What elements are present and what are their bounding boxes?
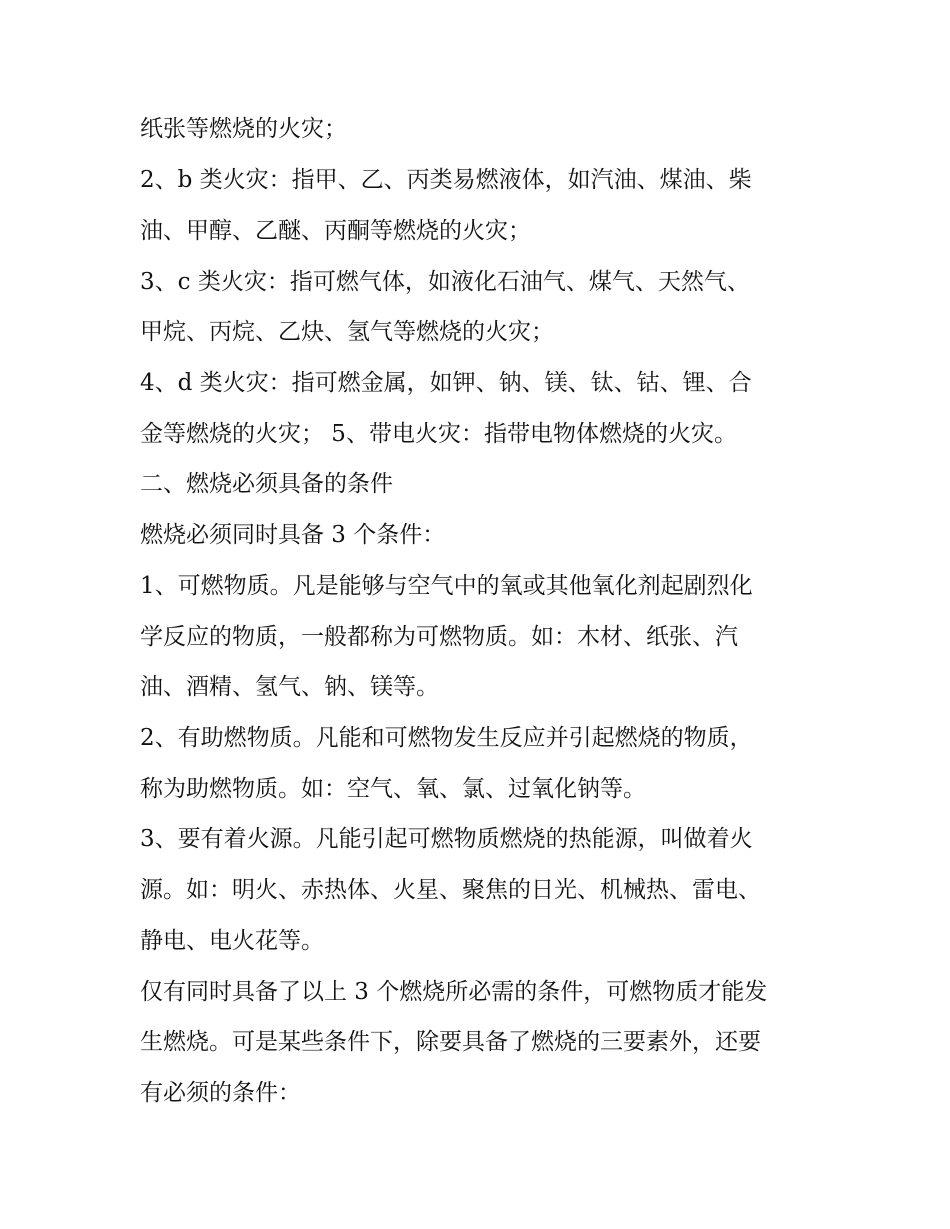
text-line: 油、甲醇、乙醚、丙酮等燃烧的火灾； <box>140 218 531 244</box>
text-line: 油、酒精、氢气、钠、镁等。 <box>140 674 439 700</box>
text-line: 源。如：明火、赤热体、火星、聚焦的日光、机械热、雷电、 <box>140 877 761 903</box>
text-line: 1、可燃物质。凡是能够与空气中的氧或其他氧化剂起剧烈化 <box>140 573 753 599</box>
text-line: 金等燃烧的火灾； 5、带电火灾：指带电物体燃烧的火灾。 <box>140 421 737 447</box>
section-heading: 二、燃烧必须具备的条件 <box>140 471 393 497</box>
text-line: 生燃烧。可是某些条件下，除要具备了燃烧的三要素外，还要 <box>140 1029 761 1055</box>
text-line: 2、b 类火灾：指甲、乙、丙类易燃液体，如汽油、煤油、柴 <box>140 167 752 193</box>
text-line: 仅有同时具备了以上 3 个燃烧所必需的条件，可燃物质才能发 <box>140 979 768 1005</box>
text-line: 有必须的条件： <box>140 1080 301 1106</box>
text-line: 纸张等燃烧的火灾； <box>140 116 347 142</box>
text-line: 称为助燃物质。如：空气、氧、氯、过氧化钠等。 <box>140 776 646 802</box>
text-line: 4、d 类火灾：指可燃金属，如钾、钠、镁、钛、钴、锂、合 <box>140 370 752 396</box>
text-line: 3、要有着火源。凡能引起可燃物质燃烧的热能源，叫做着火 <box>140 826 753 852</box>
text-line: 静电、电火花等。 <box>140 928 324 954</box>
text-line: 3、c 类火灾：指可燃气体，如液化石油气、煤气、天然气、 <box>140 269 750 295</box>
text-line: 甲烷、丙烷、乙炔、氢气等燃烧的火灾； <box>140 319 554 345</box>
text-line: 学反应的物质，一般都称为可燃物质。如：木材、纸张、汽 <box>140 624 738 650</box>
text-line: 2、有助燃物质。凡能和可燃物发生反应并引起燃烧的物质， <box>140 725 753 751</box>
text-line: 燃烧必须同时具备 3 个条件： <box>140 522 446 548</box>
